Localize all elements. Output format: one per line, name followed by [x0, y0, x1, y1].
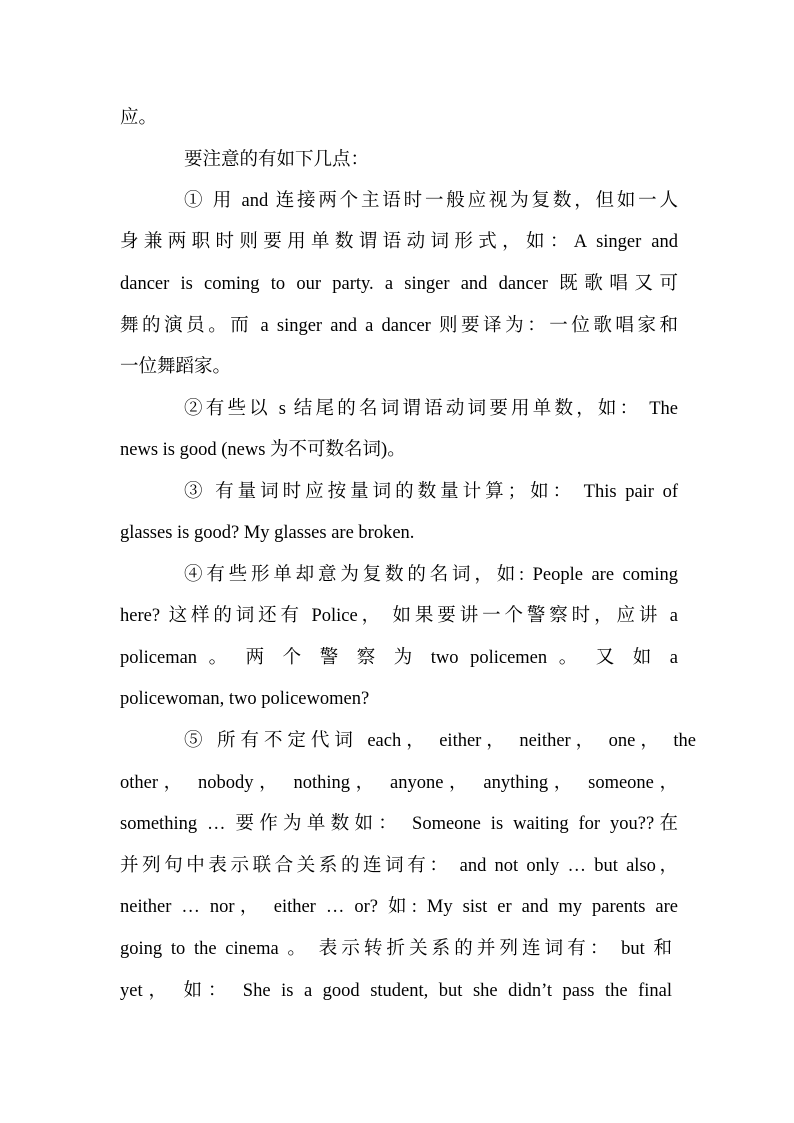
paragraph-line: glasses is good? My glasses are broken. [120, 523, 415, 543]
paragraph-line: ④有些形单却意为复数的名词，如: People are coming [184, 565, 678, 585]
paragraph-line: neither … nor， either … or? 如: My sist er and my parents are [120, 897, 678, 917]
paragraph-line: ① 用 and 连接两个主语时一般应视为复数，但如一人 [184, 191, 678, 211]
paragraph-line: policeman 。 两 个 警 察 为 two policemen 。 又 如 a [120, 648, 678, 668]
paragraph-line: 一位舞蹈家。 [120, 357, 232, 377]
paragraph-line: something … 要作为单数如： Someone is waiting for you??在 [120, 814, 678, 834]
paragraph-line: ⑤ 所有不定代词 each， either， neither， one， the [184, 731, 696, 751]
paragraph-line: 并列句中表示联合关系的连词有： and not only … but also， [120, 856, 678, 876]
paragraph-line: here? 这样的词还有 Police， 如果要讲一个警察时，应讲 a [120, 606, 678, 626]
paragraph-line: ②有些以 s 结尾的名词谓语动词要用单数，如： The [184, 399, 678, 419]
paragraph-line: ③ 有量词时应按量词的数量计算；如： This pair of [184, 482, 678, 502]
paragraph-line: 舞的演员。而 a singer and a dancer 则要译为：一位歌唱家和 [120, 316, 678, 336]
paragraph-line: dancer is coming to our party. a singer and dancer 既歌唱又可 [120, 274, 678, 294]
paragraph-line: 要注意的有如下几点： [184, 150, 370, 170]
paragraph-line: yet， 如： She is a good student, but she didn’t pass the final [120, 981, 672, 1001]
paragraph-line: policewoman, two policewomen? [120, 689, 370, 709]
paragraph-line: 身兼两职时则要用单数谓语动词形式，如：A singer and [120, 232, 678, 252]
paragraph-line: news is good (news 为不可数名词)。 [120, 440, 406, 460]
paragraph-line: other， nobody， nothing， anyone， anything， someone， [120, 773, 678, 793]
paragraph-line: 应。 [120, 108, 158, 128]
paragraph-line: going to the cinema 。 表示转折关系的并列连词有： but 和 [120, 939, 672, 959]
